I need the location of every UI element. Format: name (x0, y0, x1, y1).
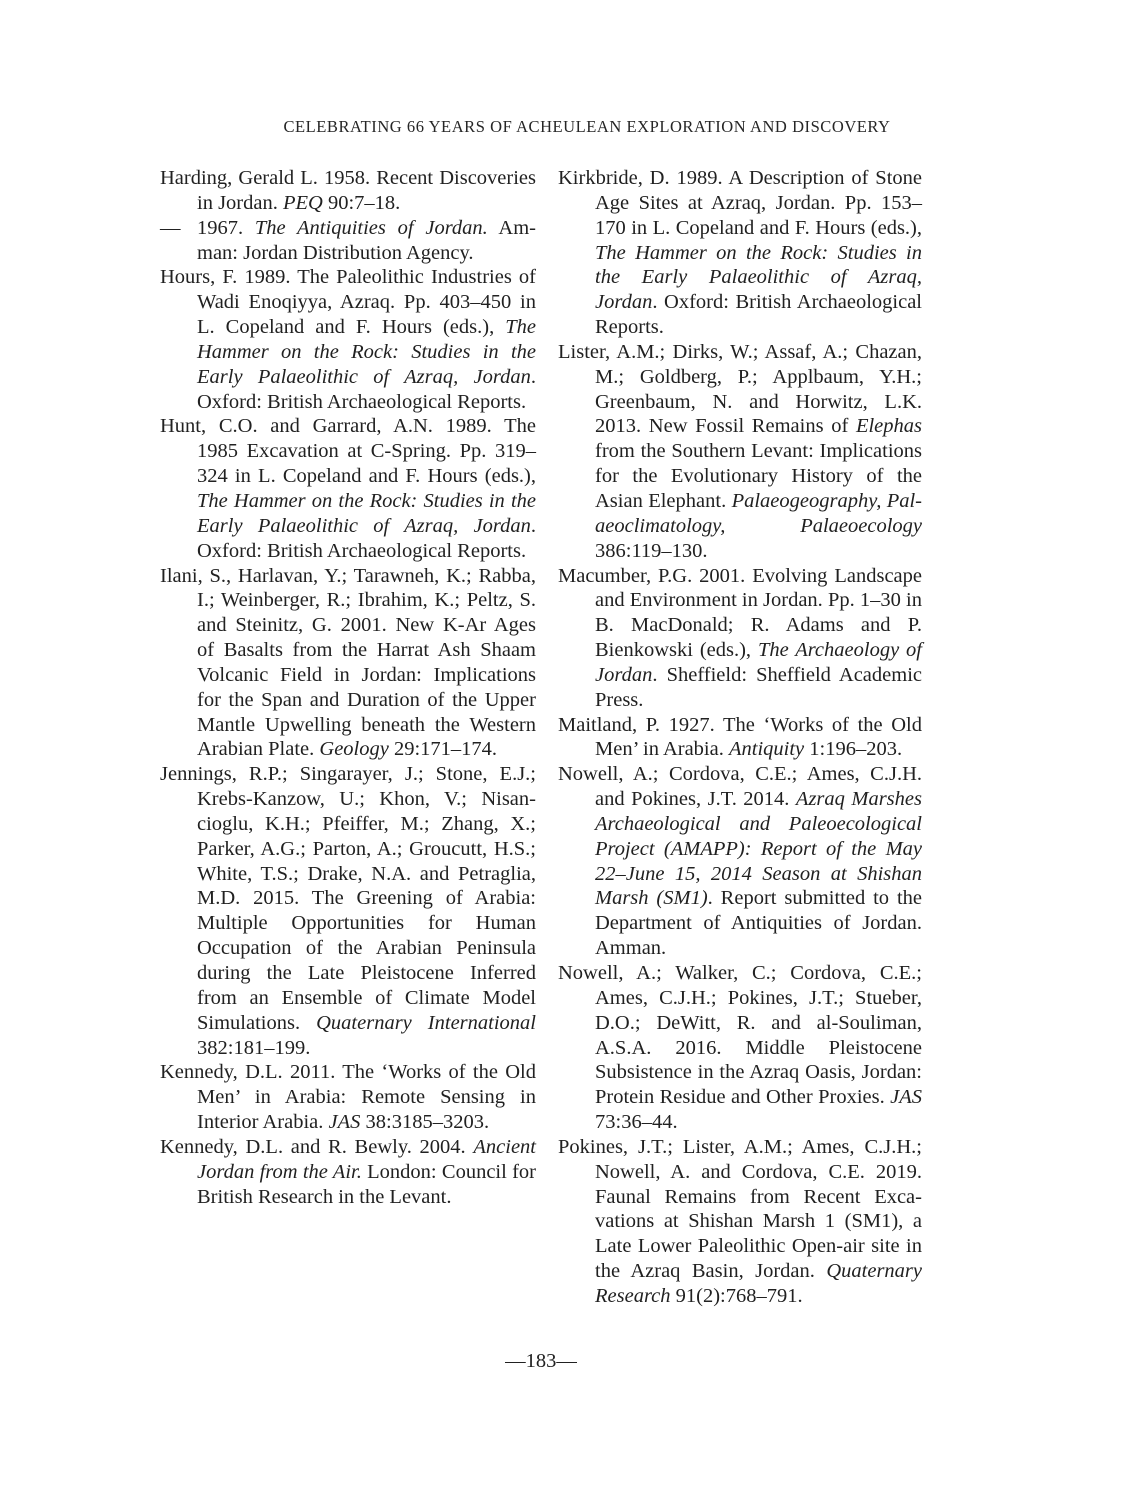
reference-text: 386:119–130. (595, 539, 708, 562)
reference-text: Maitland, P. 1927. The ‘Works of the Old Men’ in Arabia. (558, 713, 922, 761)
reference-text: . Oxford: British Archaeological Reports. (197, 365, 536, 413)
reference-text: Jennings, R.P.; Singarayer, J.; Stone, E.J.; Krebs-Kanzow, U.; Khon, V.; Nisancioglu, K.H.; Pfeiffer, M.; Zhang, X.; Parker, A.G.; Parton, A.; Groucutt, H.S.; White, T.S.; Drake, N.A. and Petraglia, M.D. 2015. The Greening of Arabia: Multiple Opportunities for Human Occupation of the Arabian Peninsula during the Late Pleistocene Inferred from an Ensemble of Climate Model Simulations. (160, 763, 536, 1034)
reference-text: Kennedy, D.L. and R. Bewly. 2004. (160, 1135, 474, 1158)
reference-text: — (160, 216, 181, 239)
reference-entry (160, 564, 536, 763)
reference-entry (160, 216, 536, 266)
reference-text: . Oxford: British Archaeological Reports. (595, 291, 922, 339)
reference-text: . Report submitted to the Department of Antiquities of Jordan. Amman. (595, 887, 922, 960)
reference-entry (558, 1135, 922, 1309)
running-head: CELEBRATING 66 YEARS OF ACHEULEAN EXPLORATION AND DISCOVERY (283, 117, 891, 136)
reference-text: Nowell, A.; Cordova, C.E.; Ames, C.J.H. and Pokines, J.T. 2014. (558, 763, 922, 811)
reference-entry (160, 265, 536, 414)
reference-title-italic: The Antiquities of Jordan. (254, 216, 488, 239)
references-column-left (160, 166, 536, 1209)
reference-entry (558, 713, 922, 763)
reference-title-italic: Quaternary Research (595, 1260, 922, 1307)
references-column-right (558, 166, 922, 1309)
reference-text: 91(2):768–791. (670, 1284, 803, 1307)
references-section (160, 166, 922, 1309)
reference-text: Lister, A.M.; Dirks, W.; Assaf, A.; Chazan, M.; Goldberg, P.; Applbaum, Y.H.; Greenbaum, N. and Horwitz, L.K. 2013. New Fossil Remains of (558, 340, 922, 438)
reference-text: from the Southern Levant: Implications for the Evolutionary History of the Asian Elephant. (595, 440, 922, 512)
reference-text: 90:7–18. (322, 191, 401, 214)
reference-text: Macumber, P.G. 2001. Evolving Landscape and Environment in Jordan. Pp. 1–30 in B. MacDonald; R. Adams and P. Bienkowski (eds.), (558, 564, 922, 662)
reference-entry (160, 762, 536, 1060)
reference-entry (558, 564, 922, 713)
reference-text: Hours, F. 1989. The Paleolithic Industries of Wadi Enoqiyya, Azraq. Pp. 403–450 in L. Copeland and F. Hours (eds.), (160, 266, 536, 339)
reference-title-italic: The Hammer on the Rock: Studies in the Early Palaeolithic of Azraq, Jordan (595, 241, 922, 314)
reference-title-italic: PEQ (282, 191, 323, 214)
reference-text: 38:3185–3203. (360, 1111, 490, 1134)
reference-text: Pokines, J.T.; Lister, A.M.; Ames, C.J.H.; Nowell, A. and Cordova, C.E. 2019. Faunal Remains from Recent Excavations at Shishan Marsh 1 (SM1), a Late Lower Paleolithic Open-air site in the Azraq Basin, Jordan. (558, 1135, 922, 1283)
reference-title-italic: The Hammer on the Rock: Studies in the Early Palaeolithic of Azraq, Jordan (197, 489, 536, 537)
reference-text: Nowell, A.; Walker, C.; Cordova, C.E.; Ames, C.J.H.; Pokines, J.T.; Stueber, D.O.; DeWitt, R. and al-Souliman, A.S.A. 2016. Middle Pleistocene Subsistence in the Azraq Oasis, Jordan: Protein Residue and Other Proxies. (558, 962, 922, 1109)
reference-title-italic: Antiquity (728, 738, 805, 761)
reference-title-italic: The Archaeology of Jordan (595, 639, 922, 686)
reference-text: . Oxford: British Archaeological Reports. (197, 514, 536, 562)
reference-text: 1967. (197, 216, 255, 239)
reference-text: Kennedy, D.L. 2011. The ‘Works of the Old Men’ in Arabia: Remote Sensing in Interior Arabia. (160, 1061, 536, 1134)
reference-text: London: Council for British Research in the Levant. (197, 1160, 536, 1208)
reference-text: Kirkbride, D. 1989. A Description of Stone Age Sites at Azraq, Jordan. Pp. 153–170 in L. Copeland and F. Hours (eds.), (558, 167, 922, 239)
reference-entry (160, 1060, 536, 1135)
reference-title-italic: JAS (890, 1086, 922, 1109)
reference-entry (558, 166, 922, 340)
page-number: —183— (505, 1350, 577, 1372)
reference-title-italic: Geology (319, 738, 389, 761)
reference-text: 382:181–199. (197, 1036, 311, 1059)
reference-text: 1:196–203. (804, 738, 903, 761)
reference-text: 73:36–44. (595, 1111, 678, 1134)
reference-title-italic: The Hammer on the Rock: Studies in the Early Palaeolithic of Azraq, Jordan (197, 316, 536, 388)
reference-entry (160, 166, 536, 216)
reference-entry (160, 1135, 536, 1210)
reference-text: 29:171–174. (388, 738, 498, 761)
reference-title-italic: Elephas (855, 415, 922, 438)
reference-title-italic: JAS (328, 1111, 361, 1134)
reference-text: Ilani, S., Harlavan, Y.; Tarawneh, K.; Rabba, I.; Weinberger, R.; Ibrahim, K.; Peltz, S. and Steinitz, G. 2001. New K-Ar Ages of Basalts from the Harrat Ash Shaam Volcanic Field in Jordan: Implications for the Span and Duration of the Upper Mantle Upwelling beneath the Western Arabian Plate. (160, 564, 536, 761)
reference-text: . Sheffield: Sheffield Academic Press. (595, 663, 922, 711)
reference-title-italic: Ancient Jordan from the Air. (197, 1135, 536, 1183)
reference-title-italic: Palaeogeography, Palaeoclimatology, Palaeoecology (595, 489, 922, 537)
reference-entry (558, 340, 922, 564)
reference-text: Amman: Jordan Distribution Agency. (197, 216, 536, 264)
reference-entry (558, 762, 922, 961)
reference-entry (160, 414, 536, 563)
reference-text: Harding, Gerald L. 1958. Recent Discoveries in Jordan. (160, 167, 536, 214)
reference-entry (558, 961, 922, 1135)
reference-title-italic: Quaternary International (316, 1011, 536, 1034)
reference-text: Hunt, C.O. and Garrard, A.N. 1989. The 1985 Excavation at C-Spring. Pp. 319–324 in L. Copeland and F. Hours (eds.), (160, 415, 536, 488)
reference-title-italic: Azraq Marshes Archaeological and Paleoecological Project (AMAPP): Report of the May 22–June 15, 2014 Season at Shishan Marsh (SM1) (595, 788, 922, 910)
